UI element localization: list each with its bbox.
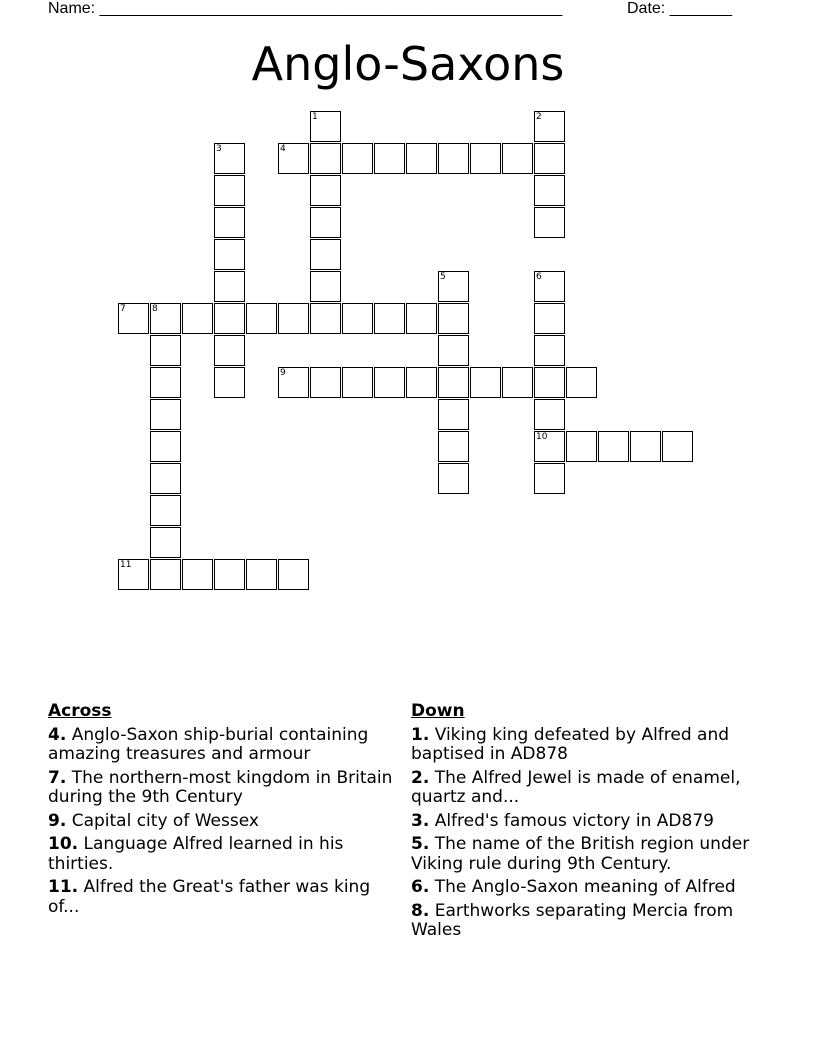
crossword-cell[interactable] [438, 143, 469, 174]
crossword-cell[interactable] [534, 303, 565, 334]
clue-number: 7. [48, 767, 67, 788]
clue-text: The Alfred Jewel is made of enamel, quartz and... [411, 767, 741, 807]
across-heading: Across [48, 701, 112, 721]
crossword-cell[interactable] [406, 143, 437, 174]
puzzle-title: Anglo-Saxons [251, 37, 565, 91]
crossword-cell[interactable] [150, 559, 181, 590]
crossword-cell[interactable] [214, 239, 245, 270]
crossword-cell[interactable] [310, 239, 341, 270]
crossword-cell[interactable] [246, 559, 277, 590]
clue-text: Anglo-Saxon ship-burial containing amazing treasures and armour [48, 724, 369, 764]
crossword-cell[interactable] [278, 367, 309, 398]
down-clue [411, 878, 761, 898]
clue-number: 5. [411, 834, 430, 854]
down-clue [411, 769, 761, 808]
crossword-cell[interactable] [118, 559, 149, 590]
crossword-cell[interactable] [214, 143, 245, 174]
across-clue [48, 878, 393, 917]
clue-text: Language Alfred learned in his thirties. [48, 834, 344, 874]
crossword-cell[interactable] [566, 367, 597, 398]
clue-number-label: 4 [280, 144, 286, 154]
across-clue [48, 769, 393, 808]
clue-number: 6. [411, 877, 430, 897]
crossword-cell[interactable] [438, 431, 469, 462]
crossword-cell[interactable] [150, 431, 181, 462]
crossword-cell[interactable] [118, 303, 149, 334]
across-clues [48, 702, 393, 921]
crossword-cell[interactable] [214, 207, 245, 238]
crossword-cell[interactable] [310, 175, 341, 206]
clue-number-label: 11 [120, 560, 132, 570]
crossword-cell[interactable] [502, 367, 533, 398]
clue-number-label: 2 [536, 112, 542, 122]
crossword-cell[interactable] [406, 303, 437, 334]
clue-text: Earthworks separating Mercia from Wales [411, 900, 734, 940]
crossword-cell[interactable] [406, 367, 437, 398]
crossword-cell[interactable] [246, 303, 277, 334]
crossword-cell[interactable] [534, 175, 565, 206]
crossword-cell[interactable] [534, 335, 565, 366]
crossword-cell[interactable] [214, 303, 245, 334]
crossword-cell[interactable] [310, 111, 341, 142]
crossword-cell[interactable] [438, 463, 469, 494]
clue-number: 4. [48, 724, 67, 745]
crossword-cell[interactable] [534, 143, 565, 174]
across-clue [48, 812, 393, 832]
crossword-cell[interactable] [278, 559, 309, 590]
crossword-cell[interactable] [534, 271, 565, 302]
crossword-cell[interactable] [374, 367, 405, 398]
crossword-cell[interactable] [342, 143, 373, 174]
crossword-cell[interactable] [534, 207, 565, 238]
crossword-cell[interactable] [150, 399, 181, 430]
across-clue [48, 835, 393, 874]
crossword-cell[interactable] [150, 527, 181, 558]
down-clue [411, 726, 761, 765]
crossword-cell[interactable] [310, 207, 341, 238]
crossword-cell[interactable] [182, 303, 213, 334]
crossword-cell[interactable] [534, 367, 565, 398]
clue-number: 10. [48, 834, 79, 854]
crossword-cell[interactable] [310, 143, 341, 174]
crossword-cell[interactable] [534, 463, 565, 494]
clue-text: Capital city of Wessex [71, 810, 259, 831]
clue-number-label: 10 [536, 432, 548, 442]
clue-number: 1. [411, 724, 430, 745]
crossword-cell[interactable] [534, 111, 565, 142]
crossword-cell[interactable] [150, 463, 181, 494]
date-field-label[interactable]: Date: _______ [627, 0, 732, 17]
crossword-cell[interactable] [278, 143, 309, 174]
crossword-cell[interactable] [214, 271, 245, 302]
crossword-cell[interactable] [150, 495, 181, 526]
clue-number-label: 6 [536, 272, 542, 282]
clue-text: The northern-most kingdom in Britain during the 9th Century [48, 767, 393, 807]
crossword-cell[interactable] [630, 431, 661, 462]
crossword-cell[interactable] [150, 303, 181, 334]
clue-text: Alfred the Great's father was king of... [48, 877, 371, 917]
crossword-cell[interactable] [470, 143, 501, 174]
crossword-cell[interactable] [662, 431, 693, 462]
clue-number-label: 7 [120, 304, 126, 314]
clue-number-label: 9 [280, 368, 286, 378]
crossword-cell[interactable] [214, 175, 245, 206]
down-heading: Down [411, 701, 465, 721]
clue-text: Viking king defeated by Alfred and baptised in AD878 [411, 724, 730, 764]
clue-number: 8. [411, 900, 430, 921]
crossword-cell[interactable] [374, 143, 405, 174]
crossword-cell[interactable] [374, 303, 405, 334]
crossword-cell[interactable] [438, 303, 469, 334]
crossword-cell[interactable] [278, 303, 309, 334]
crossword-cell[interactable] [534, 399, 565, 430]
crossword-cell[interactable] [438, 271, 469, 302]
down-clue [411, 812, 761, 832]
clue-number-label: 8 [152, 304, 158, 314]
down-clue [411, 835, 761, 874]
crossword-cell[interactable] [342, 367, 373, 398]
crossword-cell[interactable] [534, 431, 565, 462]
clue-text: The Anglo-Saxon meaning of Alfred [434, 877, 736, 897]
crossword-cell[interactable] [150, 367, 181, 398]
crossword-cell[interactable] [502, 143, 533, 174]
clue-number: 11. [48, 877, 79, 897]
clue-number-label: 1 [312, 112, 318, 122]
crossword-cell[interactable] [182, 559, 213, 590]
crossword-cell[interactable] [342, 303, 373, 334]
crossword-cell[interactable] [566, 431, 597, 462]
down-clue [411, 902, 761, 941]
crossword-cell[interactable] [310, 367, 341, 398]
clue-number-label: 5 [440, 272, 446, 282]
crossword-cell[interactable] [310, 303, 341, 334]
clue-text: Alfred's famous victory in AD879 [434, 810, 714, 831]
crossword-cell[interactable] [214, 367, 245, 398]
crossword-cell[interactable] [470, 367, 501, 398]
down-clues [411, 702, 761, 945]
crossword-cell[interactable] [150, 335, 181, 366]
crossword-cell[interactable] [214, 559, 245, 590]
clue-number-label: 3 [216, 144, 222, 154]
across-clue [48, 726, 393, 765]
clue-number: 2. [411, 767, 430, 788]
crossword-cell[interactable] [310, 271, 341, 302]
crossword-cell[interactable] [598, 431, 629, 462]
crossword-cell[interactable] [438, 335, 469, 366]
crossword-cell[interactable] [214, 335, 245, 366]
crossword-cell[interactable] [438, 399, 469, 430]
clue-number: 3. [411, 810, 430, 831]
clue-number: 9. [48, 810, 67, 831]
clue-text: The name of the British region under Viking rule during 9th Century. [411, 834, 750, 874]
name-field-label[interactable]: Name: ____________________________________________________ [48, 0, 563, 17]
crossword-cell[interactable] [438, 367, 469, 398]
